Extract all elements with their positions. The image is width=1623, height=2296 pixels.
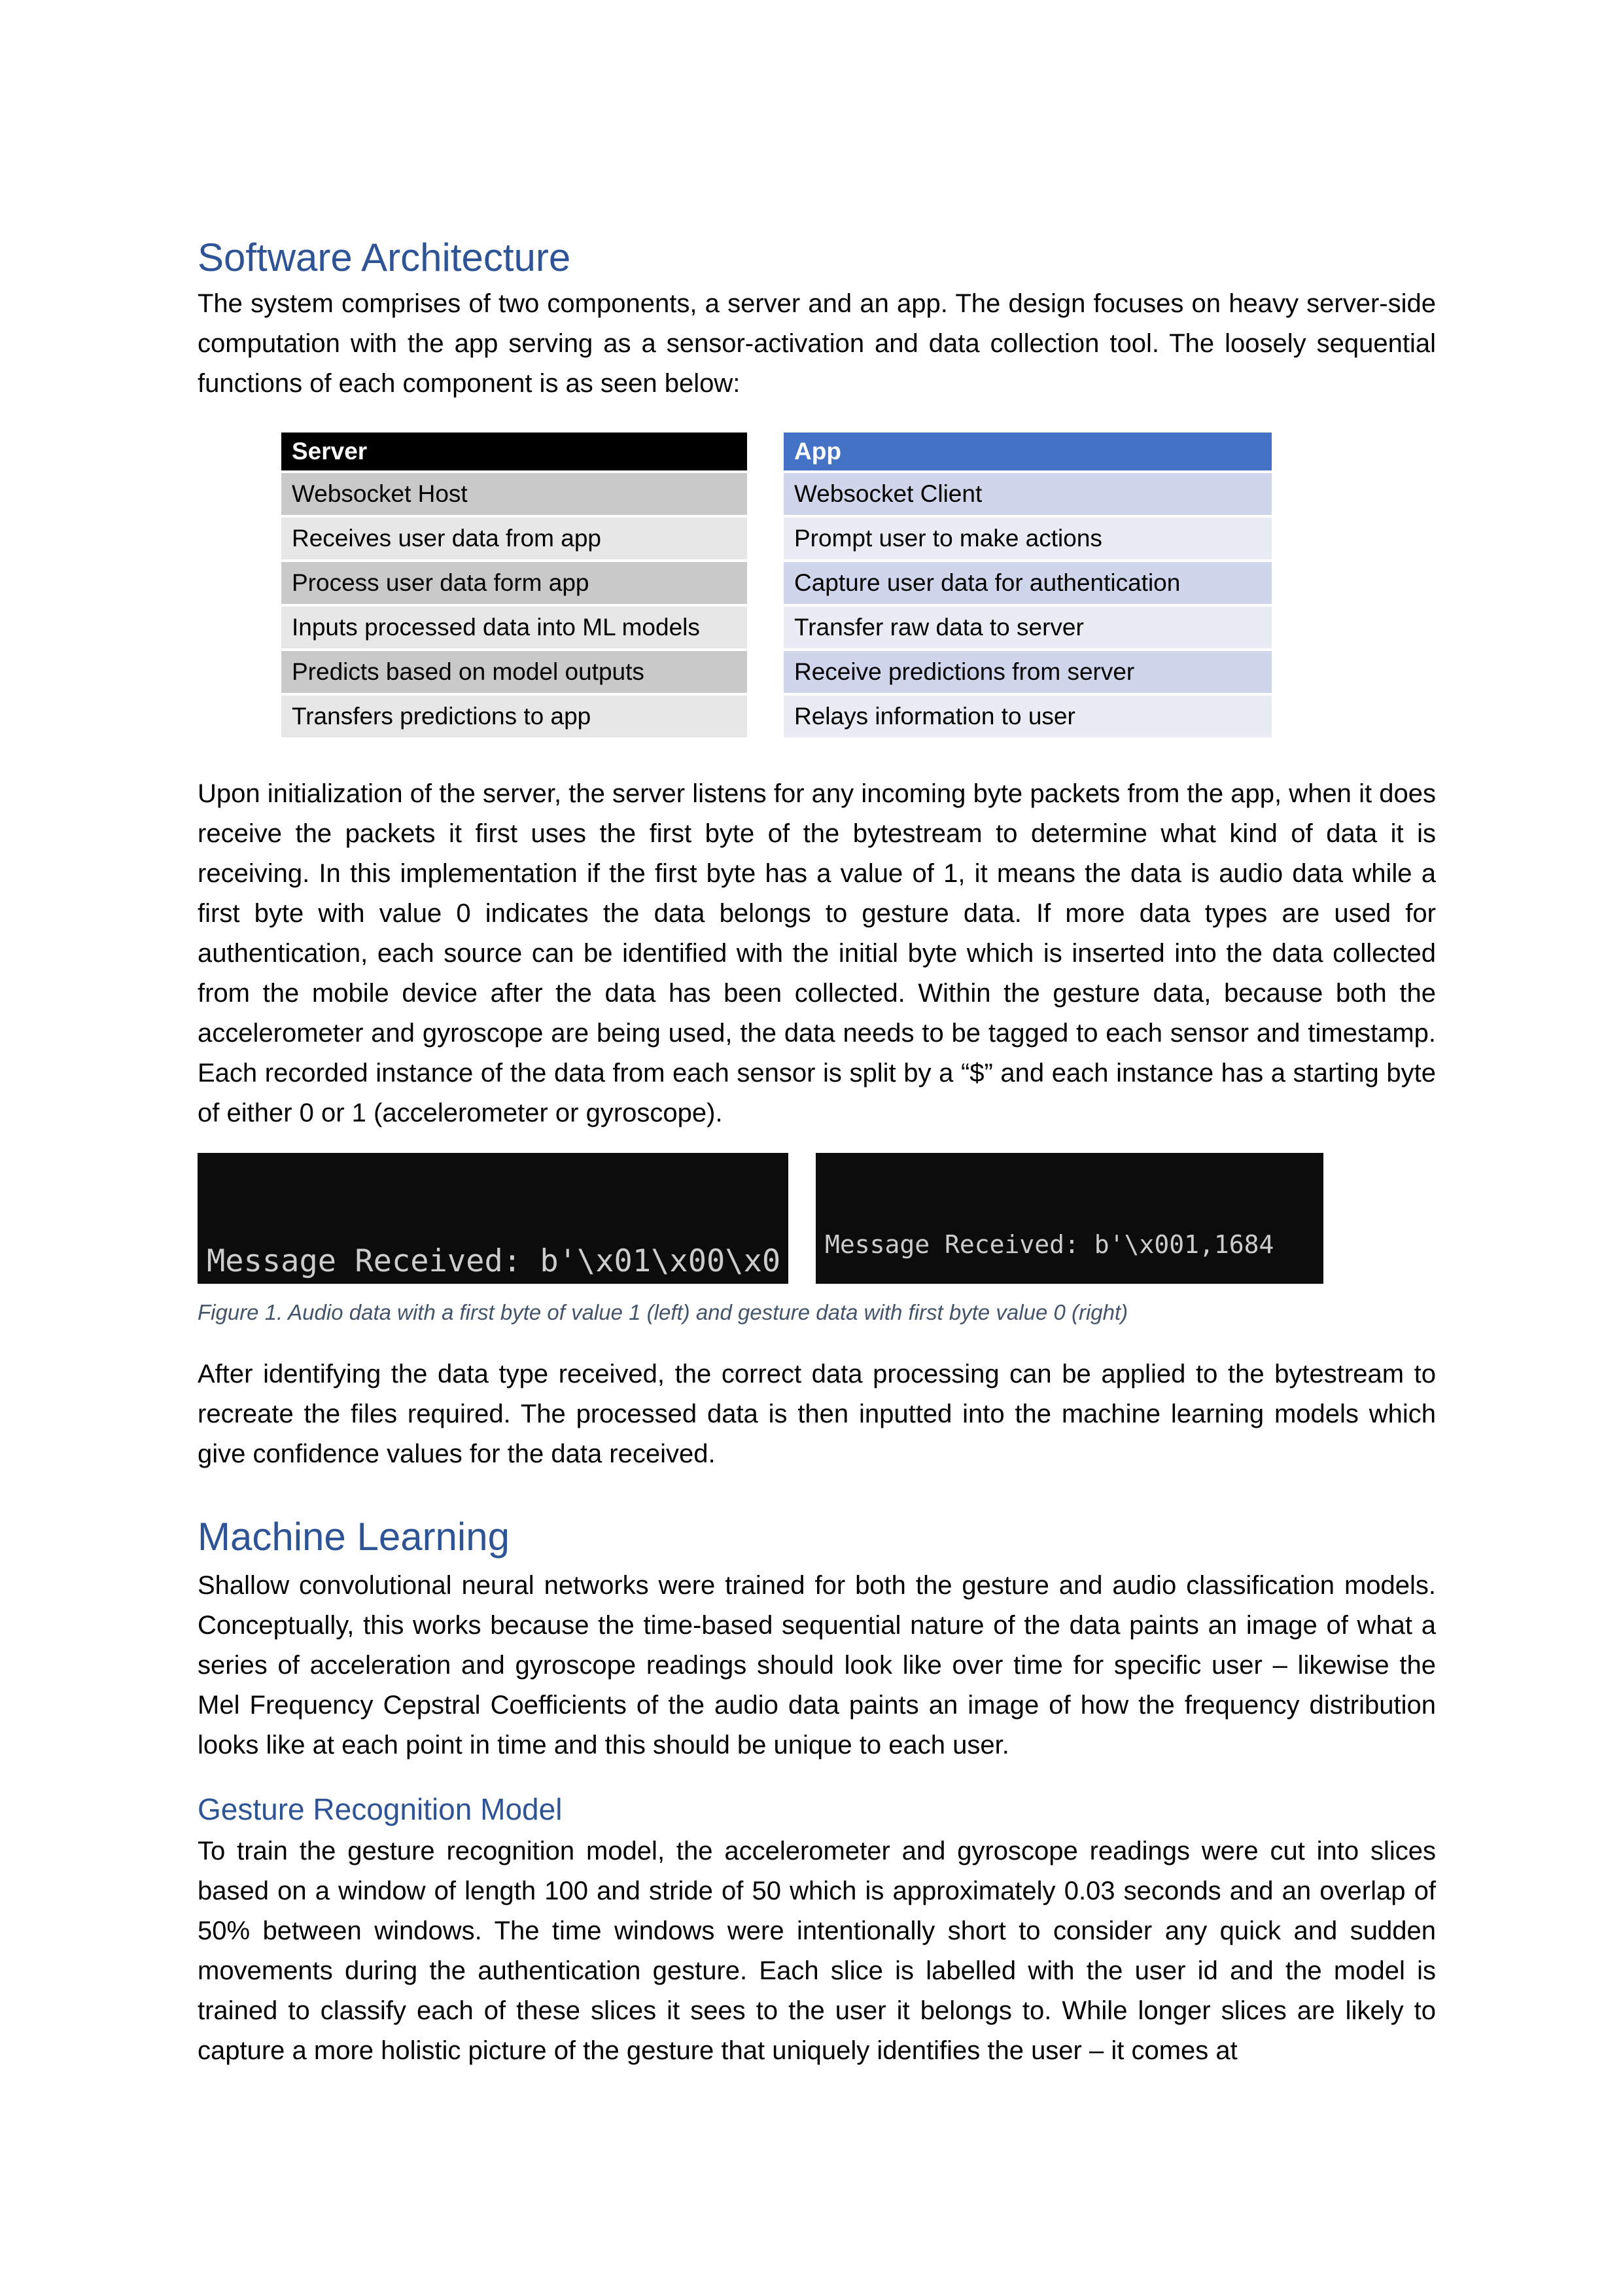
server-table-row: Websocket Host <box>281 472 747 516</box>
app-functions-table <box>784 433 1272 740</box>
app-table-row: Receive predictions from server <box>784 650 1272 694</box>
architecture-intro-paragraph: The system comprises of two components, a server and an app. The design focuses on heavy server-side computation with the app serving as a sensor-activation and data collection tool. The loosely sequential functions of each component is as seen below: <box>198 289 1436 398</box>
server-table-header: Server <box>281 433 747 472</box>
app-table-row: Capture user data for authentication <box>784 561 1272 605</box>
server-table-row: Predicts based on model outputs <box>281 650 747 694</box>
audio-data-terminal-screenshot <box>198 1153 788 1284</box>
server-table-row: Process user data form app <box>281 561 747 605</box>
terminal-line: Message Received: b'\x001,1684 <box>825 1230 1274 1259</box>
server-table-row: Receives user data from app <box>281 516 747 561</box>
gesture-model-paragraph: To train the gesture recognition model, the accelerometer and gyroscope readings were cut into slices based on a window of length 100 and stride of 50 which is approximately 0.03 seconds and an overlap of 50% between windows. The time windows were intentionally short to consider any quick and sudden movements during the authentication gesture. Each slice is labelled with the user id and the model is trained to classify each of these slices it sees to the user it belongs to. While longer slices are likely to capture a more holistic picture of the gesture that uniquely identifies the user – it comes at <box>198 1836 1436 2065</box>
figure-caption: Figure 1. Audio data with a first byte of value 1 (left) and gesture data with first byte value 0 (right) <box>198 1300 1128 1324</box>
section-title-machine-learning: Machine Learning <box>198 1514 510 1559</box>
app-table-row: Websocket Client <box>784 472 1272 516</box>
app-table-row: Prompt user to make actions <box>784 516 1272 561</box>
app-table-row: Transfer raw data to server <box>784 605 1272 650</box>
server-table-row: Transfers predictions to app <box>281 694 747 739</box>
server-functions-table <box>281 433 747 740</box>
machine-learning-paragraph: Shallow convolutional neural networks were trained for both the gesture and audio classification models. Conceptually, this works because the time-based sequential nature of the data paints an image of what a series of acceleration and gyroscope readings should look like over time for specific user – likewise the Mel Frequency Cepstral Coefficients of the audio data paints an image of how the frequency distribution looks like at each point in time and this should be unique to each user. <box>198 1570 1436 1759</box>
app-table-row: Relays information to user <box>784 694 1272 739</box>
section-title-software-architecture: Software Architecture <box>198 236 571 279</box>
subsection-title-gesture-recognition-model: Gesture Recognition Model <box>198 1792 563 1826</box>
terminal-line: Message Received: b'\x01\x00\x0 <box>207 1243 781 1279</box>
app-table-header: App <box>784 433 1272 472</box>
data-processing-paragraph: After identifying the data type received, the correct data processing can be applied to the bytestream to recreate the files required. The processed data is then inputted into the machine learning models which give confidence values for the data received. <box>198 1359 1436 1468</box>
figure-terminal-screenshots <box>198 1153 1436 1290</box>
gesture-data-terminal-screenshot <box>816 1153 1323 1284</box>
server-description-paragraph: Upon initialization of the server, the server listens for any incoming byte packets from the app, when it does receive the packets it first uses the first byte of the bytestream to determine what kind of data it is receiving. In this implementation if the first byte has a value of 1, it means the data is audio data while a first byte with value 0 indicates the data belongs to gesture data. If more data types are used for authentication, each source can be identified with the initial byte which is inserted into the data collected from the mobile device after the data has been collected. Within the gesture data, because both the accelerometer and gyroscope are being used, the data needs to be tagged to each sensor and timestamp. Each recorded instance of the data from each sensor is split by a “$” and each instance has a starting byte of either 0 or 1 (accelerometer or gyroscope). <box>198 779 1436 1127</box>
component-tables <box>198 433 1436 740</box>
document-page <box>198 222 1436 2071</box>
server-table-row: Inputs processed data into ML models <box>281 605 747 650</box>
